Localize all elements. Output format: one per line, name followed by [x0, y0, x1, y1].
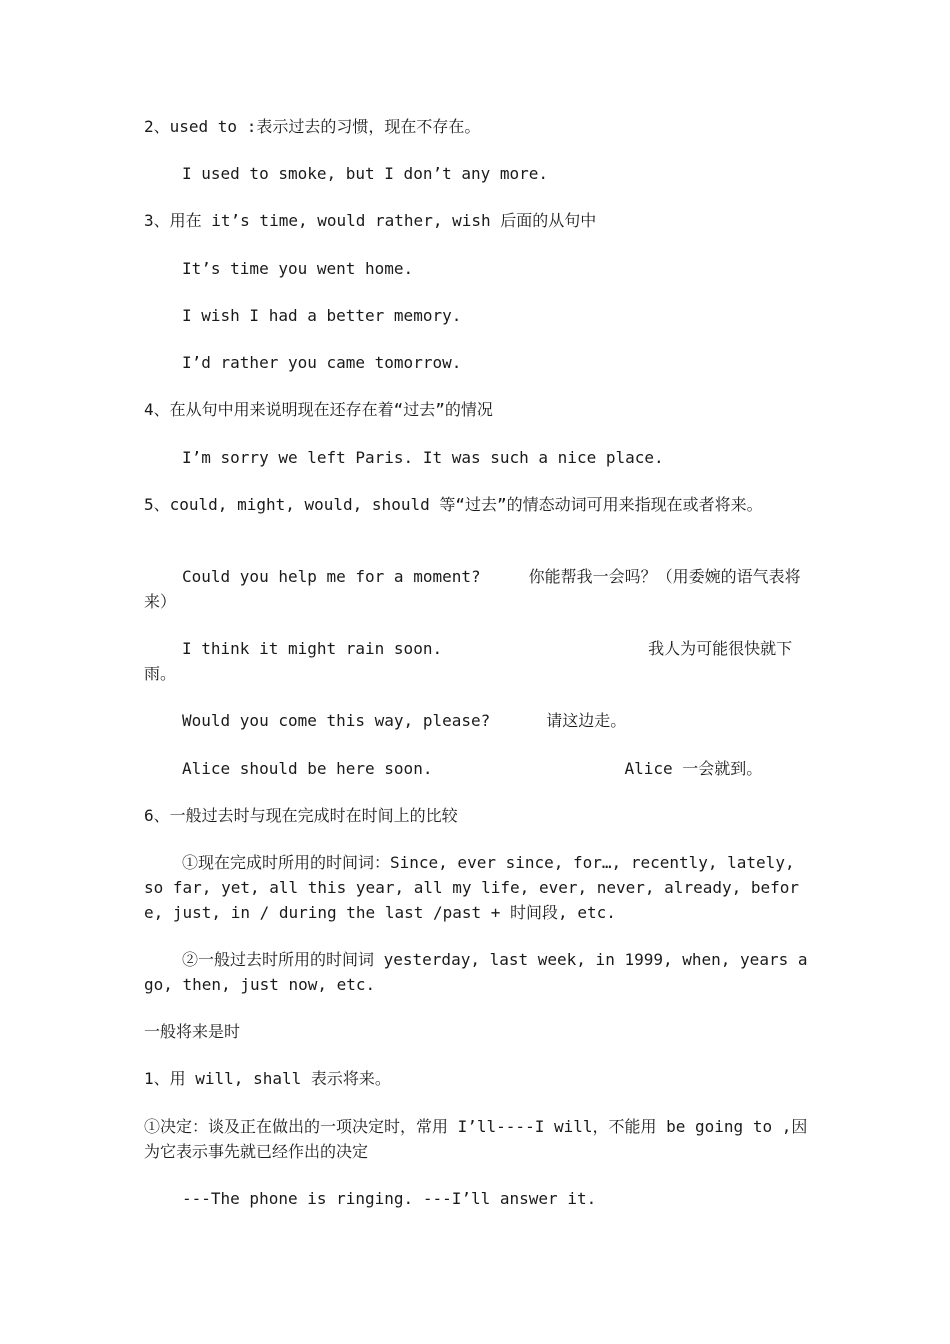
translation: Alice 一会就到。 — [624, 759, 763, 778]
translation: 我人为可能很快就下雨。 — [144, 639, 793, 683]
section-heading: 1、用 will, shall 表示将来。 — [144, 1069, 391, 1088]
example-sentence: I think it might rain soon. — [182, 639, 443, 658]
example-with-translation — [144, 636, 812, 686]
section-title: 一般将来是时 — [144, 1022, 241, 1041]
example-sentence: I’d rather you came tomorrow. — [182, 353, 462, 372]
rule-paragraph: ①决定：谈及正在做出的一项决定时，常用 I’ll----I will，不能用 be going to ,因为它表示事先就已经作出的决定 — [144, 1117, 808, 1161]
example-sentence: Would you come this way, please? — [182, 711, 491, 730]
example-sentence: I’m sorry we left Paris. It was such a nice place. — [182, 448, 664, 467]
example-sentence: I wish I had a better memory. — [182, 306, 462, 325]
section-heading: 6、一般过去时与现在完成时在时间上的比较 — [144, 806, 458, 825]
time-words-paragraph: ①现在完成时所用的时间词：Since, ever since, for…, recently, lately, so far, yet, all this year, all my life, ever, never, already, before, just, in / during the last /past + 时间段, etc. — [144, 853, 805, 922]
section-heading: 2、used to :表示过去的习惯，现在不存在。 — [144, 117, 481, 136]
translation: 请这边走。 — [546, 711, 627, 730]
example-with-translation — [182, 708, 812, 733]
example-with-translation — [144, 564, 812, 614]
time-words-paragraph: ②一般过去时所用的时间词 yesterday, last week, in 1999, when, years ago, then, just now, etc. — [144, 950, 808, 994]
example-sentence: It’s time you went home. — [182, 259, 414, 278]
example-sentence: ---The phone is ringing. ---I’ll answer it. — [182, 1189, 597, 1208]
section-heading: 3、用在 it’s time, would rather, wish 后面的从句中 — [144, 211, 597, 230]
example-sentence: Alice should be here soon. — [182, 759, 433, 778]
example-with-translation — [182, 756, 812, 781]
section-heading: 5、could, might, would, should 等“过去”的情态动词可用来指现在或者将来。 — [144, 495, 763, 514]
section-heading: 4、在从句中用来说明现在还存在着“过去”的情况 — [144, 400, 493, 419]
example-sentence: I used to smoke, but I don’t any more. — [182, 164, 549, 183]
example-sentence: Could you help me for a moment? — [182, 567, 481, 586]
translation: 你能帮我一会吗？（用委婉的语气表将来） — [144, 567, 801, 611]
